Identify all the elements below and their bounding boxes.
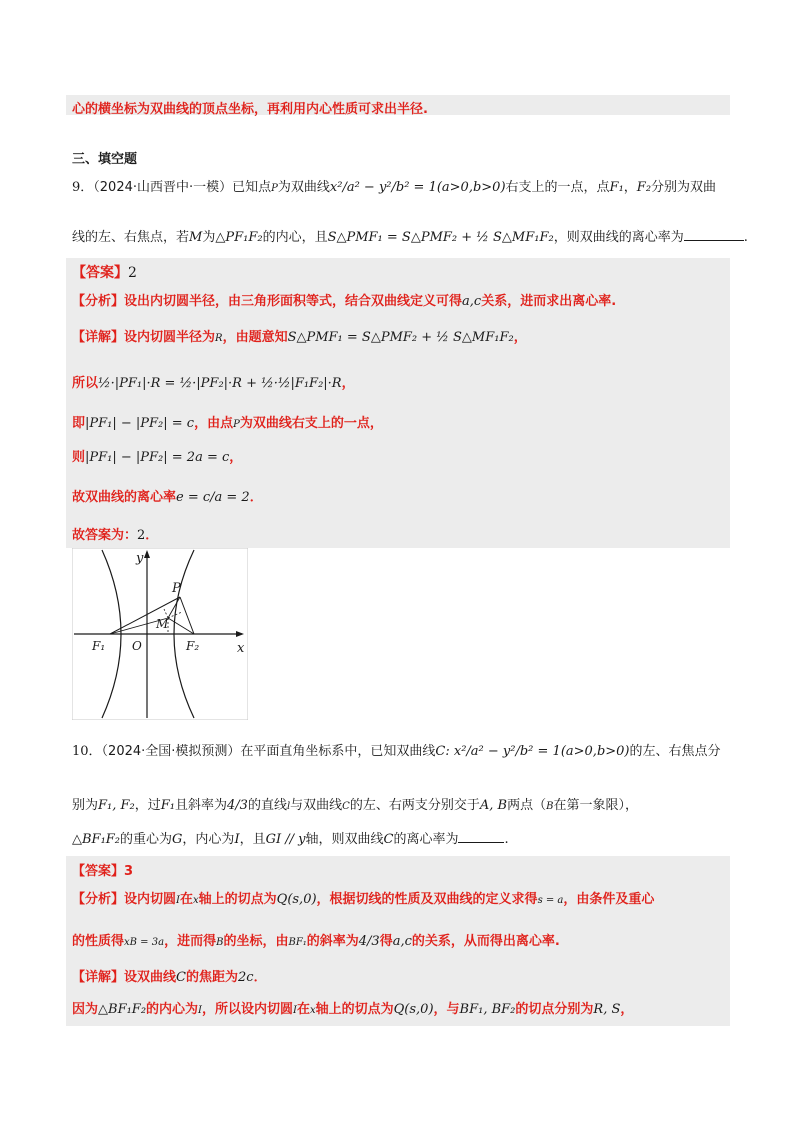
q10-text: ，内心为 <box>182 832 235 847</box>
q9-detail-text: ，由题意知 <box>222 330 288 345</box>
q10-analysis-text: ，由条件及重心 <box>563 892 655 907</box>
q9-detail-r: R <box>215 333 223 344</box>
q9-detail-eq: S△PMF₁ = S△PMF₂ + ½ S△MF₁F₂ <box>287 330 514 345</box>
q10-detail <box>72 966 267 985</box>
q10-analysis-text: 的斜率为 <box>306 934 359 949</box>
q10-analysis-text: 的关系，从而得出离心率. <box>411 934 560 949</box>
q9-ie-eq: |PF₁| − |PF₂| = c <box>85 416 195 431</box>
q10-because-i: I <box>293 1005 297 1016</box>
q10-analysis-text: 得 <box>379 934 393 949</box>
q10-because-text: 因为 <box>72 1002 99 1017</box>
q9-analysis-text: 设出内切圆半径，由三角形面积等式，结合双曲线定义可得 <box>124 294 463 309</box>
q9-m: M <box>189 230 203 245</box>
q10-because-rs: R, S <box>593 1002 621 1017</box>
q10-triangle: △BF₁F₂ <box>72 832 121 847</box>
q10-detail-text: 设双曲线 <box>124 970 177 985</box>
q10-analysis-text: ，进而得 <box>164 934 217 949</box>
q9-then-eq: |PF₁| − |PF₂| = 2a = c <box>85 450 230 465</box>
q9-answer-blank <box>684 228 744 241</box>
q9-ie-text: 为双曲线右支上的一点， <box>239 416 383 431</box>
q9-so <box>72 372 355 391</box>
q10-answer-label: 【答案】 <box>72 864 125 879</box>
q10-f1: F₁ <box>160 798 175 813</box>
q10-detail-c: C <box>176 970 186 985</box>
q9-text: 线的左、右焦点，若 <box>72 230 190 245</box>
q9-so-eq: ½·|PF₁|·R = ½·|PF₂|·R + ½·½|F₁F₂|·R <box>98 376 342 391</box>
q9-detail <box>72 326 527 345</box>
q10-text: 在第一象限）， <box>553 798 638 813</box>
q9-text: 的内心，且 <box>262 230 328 245</box>
q9-number: 9． <box>72 180 94 195</box>
q9-analysis <box>72 290 616 309</box>
q10-analysis-q: Q(s,0) <box>276 892 317 907</box>
q9-ie <box>72 412 383 431</box>
q10-line2 <box>72 794 638 813</box>
q10-analysis-i: I <box>176 895 180 906</box>
q9-then <box>72 446 242 465</box>
q10-g: G <box>172 832 183 847</box>
q10-text: 两点（ <box>507 798 547 813</box>
q10-line-l: l <box>286 801 291 812</box>
top-note: 心的横坐标为双曲线的顶点坐标，再利用内心性质可求出半径. <box>72 102 428 117</box>
q9-so-label: 所以 <box>72 376 99 391</box>
q9-analysis-label: 【分析】 <box>72 294 125 309</box>
q10-because-text: ，与 <box>433 1002 460 1017</box>
q10-analysis-s: s = a <box>537 895 564 906</box>
q10-foci: F₁, F₂ <box>98 798 135 813</box>
q10-because-triangle: △BF₁F₂ <box>98 1002 147 1017</box>
q9-line2: 线的左、右焦点，若M为△PF₁F₂的内心，且S△PMF₁ = S△PMF₂ + ½ S△MF₁F₂，则双曲线的离心率为 . <box>72 230 748 245</box>
q10-text: 的重心为 <box>120 832 173 847</box>
q9-hyperbola: x²/a² − y²/b² = 1(a>0,b>0) <box>329 180 506 195</box>
q10-analysis-slope: 4/3 <box>358 934 380 949</box>
section-heading: 三、填空题 <box>72 152 138 167</box>
q10-text: 的左、右两支分别交于 <box>349 798 480 813</box>
q10-text: 与双曲线 <box>290 798 343 813</box>
q10-curve-c: C <box>342 801 350 812</box>
q10-answer-value: 3 <box>124 864 134 879</box>
q9-analysis-text: 关系，进而求出离心率. <box>481 294 617 309</box>
q10-text: 轴，则双曲线 <box>305 832 384 847</box>
q9-then-text: ， <box>229 450 243 465</box>
q10-because-i: I <box>198 1005 202 1016</box>
q9-text: ，则双曲线的离心率为 <box>553 230 684 245</box>
q10-analysis2 <box>72 930 560 949</box>
label-x: x <box>237 641 245 656</box>
q9-ie-text: ，由点 <box>194 416 234 431</box>
q10-i: I <box>234 832 240 847</box>
q10-text: 在平面直角坐标系中，已知双曲线 <box>240 744 436 759</box>
label-o: O <box>132 639 142 653</box>
q10-text: 的直线 <box>247 798 287 813</box>
q10-ab: A, B <box>479 798 508 813</box>
label-p: P <box>172 581 181 596</box>
q10-source: （2024·全国·模拟预测） <box>101 744 241 759</box>
q10-analysis-text: 的坐标，由 <box>223 934 289 949</box>
q9-final-label: 故答案为： <box>72 528 138 543</box>
q9-final-value: 2 <box>137 528 146 543</box>
q10-detail-text: ． <box>253 970 267 985</box>
q10-analysis-b: B <box>216 937 224 948</box>
q9-line1: 9．（2024·山西晋中·一模）已知点P为双曲线x²/a² − y²/b² = 1(a>0,b>0)右支上的一点，点F₁，F₂分别为双曲 <box>72 180 717 195</box>
q10-analysis-label: 【分析】 <box>72 892 125 907</box>
q10-detail-text: 的焦距为 <box>185 970 238 985</box>
q10-text: 且斜率为 <box>175 798 228 813</box>
q10-analysis <box>72 888 654 907</box>
q10-number: 10． <box>72 744 102 759</box>
q9-detail-label: 【详解】 <box>72 330 125 345</box>
q10-because-text: ，所以设内切圆 <box>202 1002 294 1017</box>
q9-then-label: 则 <box>72 450 86 465</box>
hyperbola-figure-svg <box>72 548 248 720</box>
q9-ie-label: 即 <box>72 416 86 431</box>
q10-because-text: ， <box>620 1002 634 1017</box>
q9-text: 分别为双曲 <box>651 180 717 195</box>
q10-answer <box>72 860 133 879</box>
q10-because-x: x <box>309 1005 316 1016</box>
q10-detail-2c: 2c <box>238 970 254 985</box>
q9-point-p: P <box>271 183 278 194</box>
q9-f2: F₂ <box>636 180 652 195</box>
q9-area-condition: S△PMF₁ = S△PMF₂ + ½ S△MF₁F₂ <box>327 230 554 245</box>
q10-analysis-text: ，根据切线的性质及双曲线的定义求得 <box>316 892 538 907</box>
q10-because-bf: BF₁, BF₂ <box>459 1002 516 1017</box>
q10-because-text: 在 <box>296 1002 310 1017</box>
q10-slope: 4/3 <box>227 798 248 813</box>
q9-final-text: ． <box>145 528 159 543</box>
label-f2: F₂ <box>186 639 200 653</box>
q9-text: 为双曲线 <box>277 180 330 195</box>
q9-detail-text: 设内切圆半径为 <box>124 330 216 345</box>
q9-text: 已知点 <box>232 180 272 195</box>
q9-final <box>72 524 158 543</box>
label-m: M <box>156 617 169 631</box>
q9-answer-label: 【答案】 <box>72 265 128 281</box>
q10-analysis-text: 在 <box>179 892 193 907</box>
q10-because <box>72 998 633 1017</box>
q10-text: ，过 <box>134 798 161 813</box>
q9-ie-p: P <box>233 419 240 430</box>
q10-analysis-text: 的性质得 <box>72 934 125 949</box>
q9-source: （2024·山西晋中·一模） <box>93 180 233 195</box>
q10-b: B <box>546 801 554 812</box>
q9-answer <box>72 262 137 282</box>
q10-analysis-text: 设内切圆 <box>124 892 177 907</box>
q9-ecc <box>72 486 263 505</box>
q9-text: 为 <box>202 230 216 245</box>
q10-analysis-bf1: BF₁ <box>288 937 307 948</box>
q9-answer-value: 2 <box>128 265 137 281</box>
q10-detail-label: 【详解】 <box>72 970 125 985</box>
q9-text: 右支上的一点，点 <box>505 180 610 195</box>
q10-analysis-text: 轴上的切点为 <box>198 892 277 907</box>
q10-text: ，且 <box>239 832 266 847</box>
q10-c: C <box>383 832 394 847</box>
q10-text: 的离心率为 <box>393 832 459 847</box>
q10-analysis-xb: xB = 3a <box>124 937 165 948</box>
hyperbola-figure <box>72 548 248 720</box>
q9-ecc-label: 故双曲线的离心率 <box>72 490 177 505</box>
label-y: y <box>136 551 144 566</box>
q9-ecc-eq: e = c/a = 2 <box>176 490 250 505</box>
q10-line3: △BF₁F₂的重心为G，内心为I，且GI // y轴，则双曲线C的离心率为 . <box>72 832 509 847</box>
q9-triangle: △PF₁F₂ <box>215 230 263 245</box>
q10-hyperbola: C: x²/a² − y²/b² = 1(a>0,b>0) <box>435 744 630 759</box>
q10-gi: GI // y <box>265 832 306 847</box>
q10-because-text: 轴上的切点为 <box>315 1002 394 1017</box>
q9-f1: F₁ <box>609 180 624 195</box>
q10-text: 别为 <box>72 798 99 813</box>
q10-because-text: 的内心为 <box>146 1002 199 1017</box>
label-f1: F₁ <box>92 639 106 653</box>
q9-ecc-text: ． <box>249 490 263 505</box>
q10-text: 的左、右焦点分 <box>629 744 721 759</box>
q10-because-text: 的切点分别为 <box>515 1002 594 1017</box>
q10-because-q: Q(s,0) <box>393 1002 434 1017</box>
q9-detail-text: ， <box>513 330 527 345</box>
q10-answer-blank <box>458 830 504 843</box>
q10-analysis-x: x <box>193 895 199 906</box>
q9-so-text: ， <box>341 376 355 391</box>
q9-analysis-ac: a,c <box>462 294 482 309</box>
q10-line1 <box>72 740 721 759</box>
q10-analysis-ac: a,c <box>392 934 412 949</box>
